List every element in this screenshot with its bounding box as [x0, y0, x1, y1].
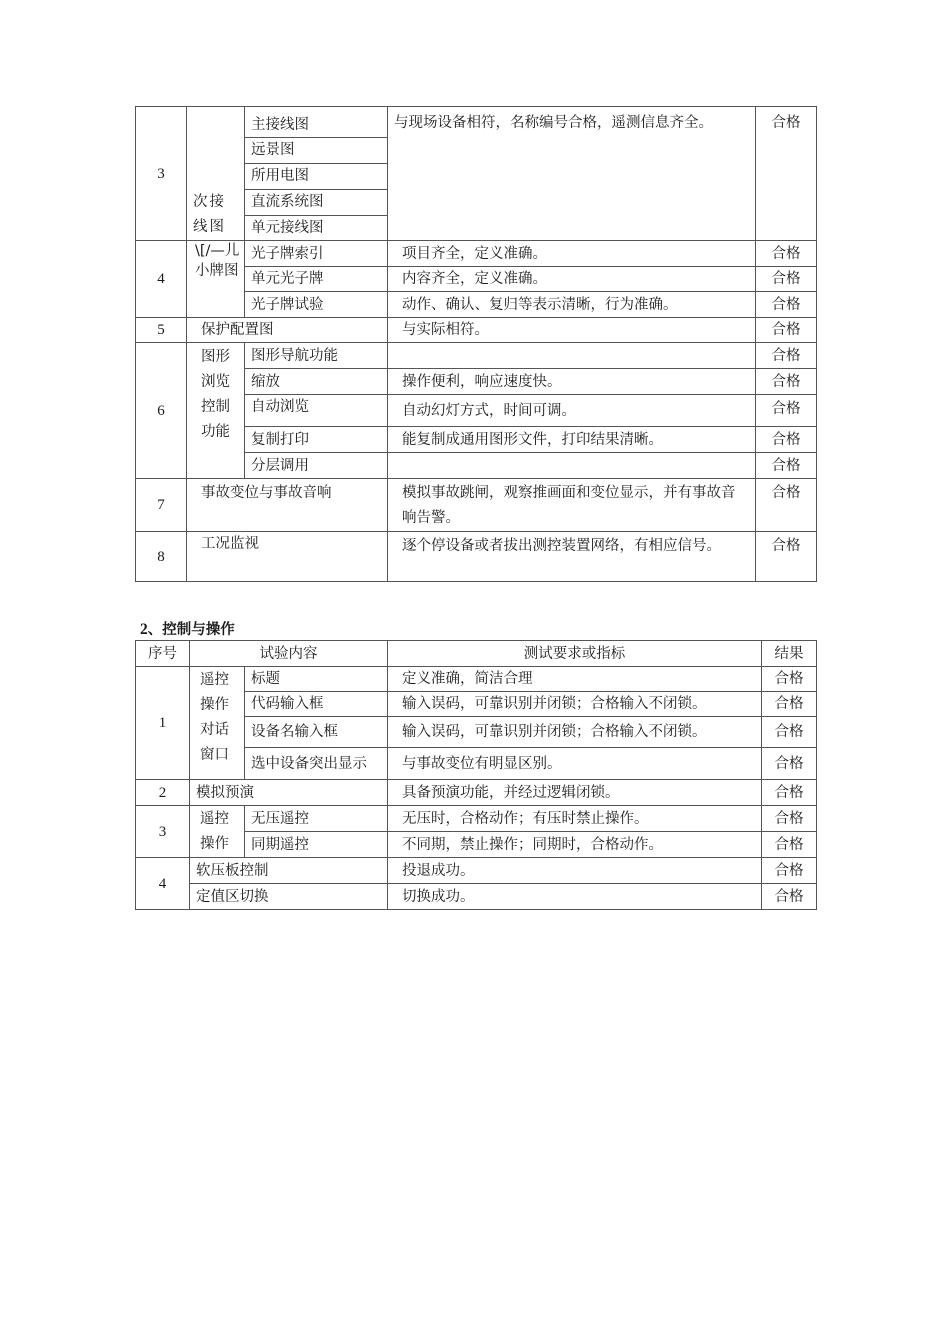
- result: 合格: [756, 395, 817, 427]
- result: 合格: [756, 107, 817, 241]
- requirement: 与实际相符。: [388, 318, 756, 343]
- item-label: 同期遥控: [245, 832, 388, 858]
- row-number: 3: [136, 806, 190, 858]
- result: 合格: [756, 369, 817, 395]
- group-label: 遥控操作对话窗口: [190, 667, 245, 780]
- result: 合格: [756, 343, 817, 369]
- list-item: 主接线图: [245, 113, 387, 138]
- result: 合格: [762, 717, 817, 748]
- requirement: 输入误码，可靠识别并闭锁；合格输入不闭锁。: [388, 692, 762, 717]
- row-number: 8: [136, 532, 187, 582]
- table-row: [136, 107, 817, 241]
- requirement: 模拟事故跳闸，观察推画面和变位显示，并有事故音响告警。: [388, 479, 756, 532]
- requirement: 能复制成通用图形文件，打印结果清晰。: [388, 427, 756, 453]
- list-item: 直流系统图: [245, 190, 387, 216]
- table-row: [136, 479, 817, 532]
- table-row: [136, 858, 817, 884]
- row-number: 4: [136, 858, 190, 910]
- row-number: 1: [136, 667, 190, 780]
- requirement: 定义准确，简洁合理: [388, 667, 762, 692]
- table-header-row: [136, 641, 817, 667]
- row-number: 3: [136, 107, 187, 241]
- requirement: 投退成功。: [388, 858, 762, 884]
- item-label: 光子牌索引: [245, 241, 388, 267]
- item-label: 定值区切换: [190, 884, 388, 910]
- item-label: 代码输入框: [245, 692, 388, 717]
- result: 合格: [756, 453, 817, 479]
- item-label: 图形导航功能: [245, 343, 388, 369]
- table-row: [136, 884, 817, 910]
- requirement: 动作、确认、复归等表示清晰，行为准确。: [388, 292, 756, 318]
- table-row: [136, 532, 817, 582]
- result: 合格: [762, 858, 817, 884]
- requirement: 操作便利，响应速度快。: [388, 369, 756, 395]
- requirement: 具备预演功能，并经过逻辑闭锁。: [388, 780, 762, 806]
- group-label: 遥控操作: [190, 806, 245, 858]
- item-label: 事故变位与事故音响: [187, 479, 388, 532]
- requirement: 项目齐全，定义准确。: [388, 241, 756, 267]
- table-row: [136, 343, 817, 369]
- requirement: 不同期，禁止操作；同期时，合格动作。: [388, 832, 762, 858]
- item-label: 模拟预演: [190, 780, 388, 806]
- item-label: 光子牌试验: [245, 292, 388, 318]
- item-label: 标题: [245, 667, 388, 692]
- column-header-content: 试验内容: [190, 641, 388, 667]
- result: 合格: [756, 267, 817, 292]
- result: 合格: [762, 832, 817, 858]
- item-label: 分层调用: [245, 453, 388, 479]
- result: 合格: [756, 479, 817, 532]
- item-label: 自动浏览: [245, 395, 388, 427]
- item-label: 软压板控制: [190, 858, 388, 884]
- test-table-2: [135, 640, 817, 910]
- item-label: 复制打印: [245, 427, 388, 453]
- result: 合格: [756, 292, 817, 318]
- result: 合格: [762, 692, 817, 717]
- column-header-requirement: 测试要求或指标: [388, 641, 762, 667]
- requirement: 内容齐全，定义准确。: [388, 267, 756, 292]
- row-number: 5: [136, 318, 187, 343]
- requirement: 与现场设备相符，名称编号合格，遥测信息齐全。: [388, 107, 756, 241]
- result: 合格: [756, 427, 817, 453]
- item-label: 单元光子牌: [245, 267, 388, 292]
- requirement: 逐个停设备或者拔出测控装置网络，有相应信号。: [388, 532, 756, 582]
- table-row: [136, 806, 817, 832]
- list-item: 所用电图: [245, 164, 387, 190]
- result: 合格: [762, 748, 817, 780]
- item-label: 选中设备突出显示: [245, 748, 388, 780]
- item-list: [245, 107, 388, 241]
- requirement: 自动幻灯方式，时间可调。: [388, 395, 756, 427]
- requirement: 切换成功。: [388, 884, 762, 910]
- requirement: 输入误码，可靠识别并闭锁；合格输入不闭锁。: [388, 717, 762, 748]
- group-label: \[/—儿小牌图: [187, 241, 245, 318]
- row-number: 2: [136, 780, 190, 806]
- result: 合格: [756, 318, 817, 343]
- group-label: 图形浏览控制功能: [187, 343, 245, 479]
- result: 合格: [762, 667, 817, 692]
- row-number: 4: [136, 241, 187, 318]
- item-label: 缩放: [245, 369, 388, 395]
- result: 合格: [756, 241, 817, 267]
- result: 合格: [762, 780, 817, 806]
- row-number: 6: [136, 343, 187, 479]
- result: 合格: [762, 806, 817, 832]
- item-label: 设备名输入框: [245, 717, 388, 748]
- group-label: 次接线图: [187, 107, 245, 241]
- list-item: 单元接线图: [251, 220, 324, 236]
- result: 合格: [762, 884, 817, 910]
- column-header-no: 序号: [136, 641, 190, 667]
- requirement: 与事故变位有明显区别。: [388, 748, 762, 780]
- section-title: [140, 618, 235, 639]
- row-number: 7: [136, 479, 187, 532]
- section-label: 、控制与操作: [147, 622, 235, 638]
- table-row: [136, 318, 817, 343]
- section-number: 2: [140, 621, 148, 638]
- list-item: 远景图: [245, 138, 387, 164]
- requirement: 无压时，合格动作；有压时禁止操作。: [388, 806, 762, 832]
- table-row: [136, 241, 817, 267]
- result: 合格: [756, 532, 817, 582]
- requirement: [388, 343, 756, 369]
- requirement: [388, 453, 756, 479]
- table-row: [136, 667, 817, 692]
- item-label: 保护配置图: [187, 318, 388, 343]
- item-label: 无压遥控: [245, 806, 388, 832]
- column-header-result: 结果: [762, 641, 817, 667]
- item-label: 工况监视: [187, 532, 388, 582]
- test-table-1: [135, 106, 817, 582]
- table-row: [136, 780, 817, 806]
